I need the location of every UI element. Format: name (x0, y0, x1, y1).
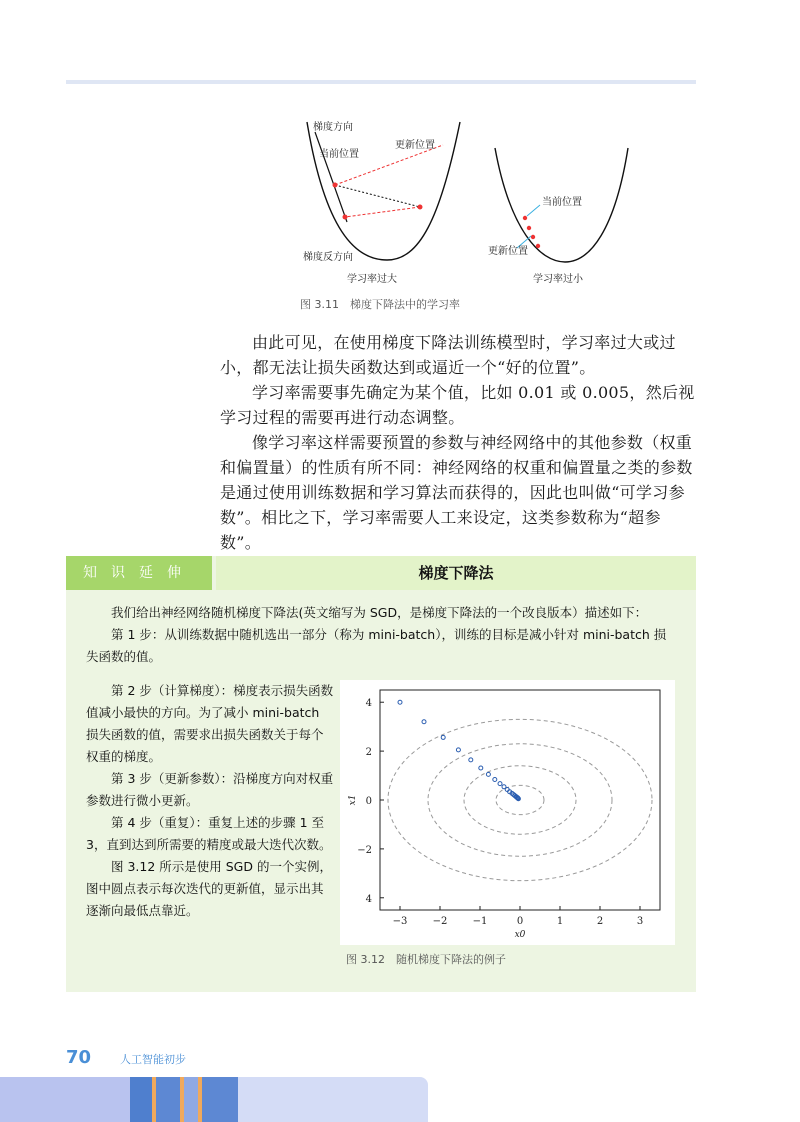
small-step-2 (527, 226, 531, 230)
x-tick-label-1: −2 (432, 916, 448, 927)
x-tick-label-4: 1 (556, 916, 564, 927)
sgd-point-5 (479, 766, 483, 770)
paragraph-1: 由此可见，在使用梯度下降法训练模型时，学习率过大或过小，都无法让损失函数达到或逼近一个“好的位置”。 (220, 333, 676, 377)
label-bottom-right: 学习率过小 (533, 274, 583, 285)
step-1: 第 1 步：从训练数据中随机选出一部分（称为 mini-batch），训练的目标是减小针对 mini-batch 损失函数的值。 (86, 627, 667, 664)
extension-tag: 知识延伸 (66, 556, 212, 590)
update-point (418, 205, 423, 210)
step-4: 第 4 步（重复）：重复上述的步骤 1 至 3，直到达到所需要的精度或最大迭代次数。 (86, 815, 332, 852)
small-step-3 (531, 235, 535, 239)
small-step-4 (536, 244, 540, 248)
paragraph-3: 像学习率这样需要预置的参数与神经网络中的其他参数（权重和偏置量）的性质有所不同：神经网络的权重和偏置量之类的参数是通过使用训练数据和学习算法而获得的，因此也叫做“可学习参数”。相比之下，学习率需要人工来设定，这类参数称为“超参数”。 (220, 433, 693, 552)
left-parabola (307, 122, 460, 260)
x-tick-label-6: 3 (636, 916, 644, 927)
bounce-point (343, 215, 348, 220)
step-3: 第 3 步（更新参数）：沿梯度方向对权重参数进行微小更新。 (86, 771, 334, 808)
book-title: 人工智能初步 (120, 1053, 186, 1066)
sgd-point-8 (498, 782, 502, 786)
x-tick-label-0: −3 (392, 916, 408, 927)
figure-3-12-caption: 图 3.12 随机梯度下降法的例子 (346, 953, 506, 966)
sgd-point-6 (486, 772, 490, 776)
y-axis-label: x1 (348, 794, 358, 806)
extension-title: 梯度下降法 (216, 556, 696, 590)
footer-bar-1 (0, 1077, 130, 1122)
footer-bar-4 (156, 1077, 180, 1122)
sgd-point-1 (422, 720, 426, 724)
top-rule (66, 80, 696, 84)
extension-header (66, 556, 696, 590)
update-arrow-2 (335, 185, 420, 207)
y-tick-label-0: 4 (365, 698, 372, 710)
y-tick-label-1: 2 (365, 747, 372, 759)
sgd-point-0 (398, 700, 402, 704)
label-update-left: 更新位置 (395, 140, 435, 151)
x-tick-label-3: 0 (516, 916, 524, 927)
sgd-point-3 (456, 748, 460, 752)
y-tick-label-2: 0 (365, 796, 372, 807)
sgd-point-2 (441, 735, 445, 739)
footer-bar-2 (130, 1077, 152, 1122)
label-update-right: 更新位置 (488, 246, 528, 257)
extension-steps-block (86, 680, 334, 922)
extension-intro: 我们给出神经网络随机梯度下降法(英文缩写为 SGD，是梯度下降法的一个改良版本）描述如下： (111, 605, 648, 620)
sgd-point-4 (469, 758, 473, 762)
y-tick-label-4: 4 (365, 893, 372, 905)
figure-note: 图 3.12 所示是使用 SGD 的一个实例，图中圆点表示每次迭代的更新值，显示出其逐渐向最低点靠近。 (86, 859, 332, 918)
y-tick-label-3: −2 (357, 844, 372, 856)
label-grad-dir: 梯度方向 (313, 122, 353, 133)
sgd-point-7 (493, 777, 497, 781)
body-text (220, 330, 698, 555)
update-arrow-3 (345, 207, 420, 217)
current-point (333, 183, 338, 188)
x-tick-label-5: 2 (596, 916, 604, 927)
label-current-right: 当前位置 (542, 197, 582, 208)
label-neg-grad: 梯度反方向 (303, 252, 353, 263)
label-bottom-left: 学习率过大 (347, 274, 397, 285)
extension-intro-block (86, 602, 678, 668)
page-number: 70 (66, 1047, 92, 1068)
footer-bar-9 (238, 1077, 428, 1122)
x-tick-label-2: −1 (472, 916, 488, 927)
step-2: 第 2 步（计算梯度）：梯度表示损失函数值减小最快的方向。为了减小 mini-batch 损失函数的值，需要求出损失函数关于每个权重的梯度。 (86, 683, 334, 764)
small-step-1 (523, 216, 527, 220)
figure-3-11 (295, 110, 645, 310)
x-axis-label: x0 (514, 930, 526, 940)
pointer-current (527, 205, 540, 216)
paragraph-2: 学习率需要事先确定为某个值，比如 0.01 或 0.005，然后视学习过程的需要再进行动态调整。 (220, 383, 695, 427)
gradient-direction-line (315, 132, 347, 222)
figure-3-11-caption: 图 3.11 梯度下降法中的学习率 (300, 298, 460, 311)
sgd-scatter-chart (340, 680, 675, 945)
footer-bar-8 (202, 1077, 238, 1122)
label-current-left: 当前位置 (319, 149, 359, 160)
footer-bar-6 (184, 1077, 198, 1122)
